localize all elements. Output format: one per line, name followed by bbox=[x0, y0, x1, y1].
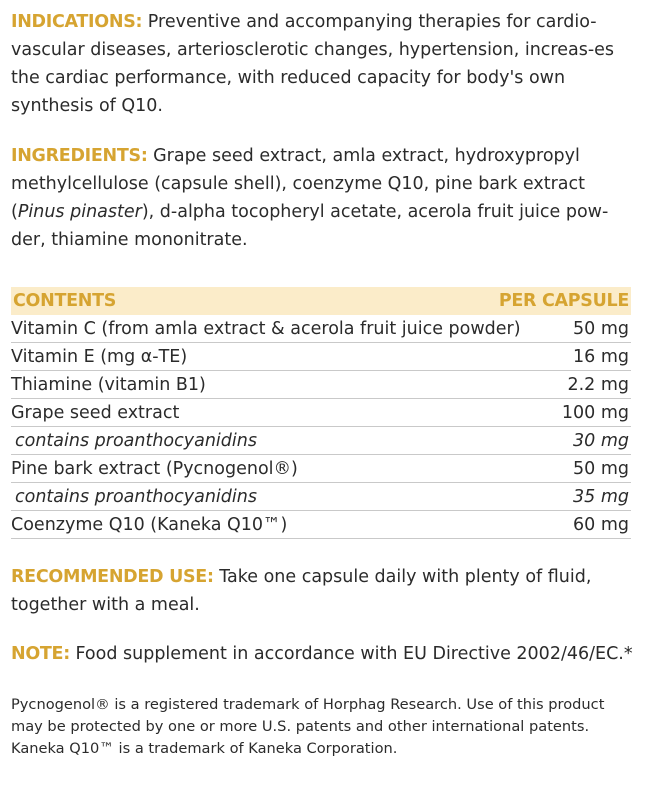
per-capsule-header: PER CAPSULE bbox=[498, 291, 629, 311]
table-row bbox=[11, 455, 631, 483]
indications-paragraph bbox=[11, 8, 637, 120]
supplement-info-page bbox=[11, 8, 637, 760]
table-row bbox=[11, 315, 631, 343]
contents-table bbox=[11, 287, 631, 539]
table-row bbox=[11, 399, 631, 427]
row-name: Vitamin E (mg α-TE) bbox=[11, 346, 188, 367]
note-text: Food supplement in accordance with EU Directive 2002/46/EC.* bbox=[69, 644, 633, 664]
ingredients-text-before: Grape seed extract, amla extract, hydroxypropyl methylcellulose (capsule shell), coenzyme Q10, pine bark extract ( bbox=[11, 146, 586, 222]
row-name: Thiamine (vitamin B1) bbox=[11, 374, 206, 395]
row-amount: 2.2 mg bbox=[567, 374, 629, 395]
row-name: Pine bark extract (Pycnogenol®) bbox=[11, 458, 298, 479]
ingredients-label: INGREDIENTS: bbox=[11, 146, 148, 166]
table-row bbox=[11, 483, 631, 511]
row-amount: 50 mg bbox=[573, 458, 629, 479]
note-label: NOTE: bbox=[11, 644, 70, 664]
trademark-footnote: Pycnogenol® is a registered trademark of Horphag Research. Use of this product may be protected by one or more U.S. patents and other international patents. Kaneka Q10™ is a trademark of Kaneka Corporation. bbox=[11, 696, 605, 757]
row-name: Coenzyme Q10 (Kaneka Q10™) bbox=[11, 514, 288, 535]
ingredients-latin-name: Pinus pinaster bbox=[17, 202, 142, 222]
row-name: Grape seed extract bbox=[11, 402, 180, 423]
recommended-use-paragraph bbox=[11, 563, 637, 619]
indications-label: INDICATIONS: bbox=[11, 12, 143, 32]
row-name: contains proanthocyanidins bbox=[15, 486, 257, 507]
table-row bbox=[11, 343, 631, 371]
table-row bbox=[11, 371, 631, 399]
row-amount: 100 mg bbox=[561, 402, 629, 423]
recommended-use-text: Take one capsule daily with plenty of fluid, together with a meal. bbox=[11, 567, 592, 615]
table-row bbox=[11, 511, 631, 539]
contents-table-body bbox=[11, 315, 631, 539]
row-amount: 50 mg bbox=[573, 318, 629, 339]
row-amount: 30 mg bbox=[573, 430, 629, 451]
ingredients-text-after: ), d-alpha tocopheryl acetate, acerola fruit juice pow-der, thiamine mononitrate. bbox=[11, 202, 609, 250]
table-row bbox=[11, 427, 631, 455]
row-amount: 60 mg bbox=[573, 514, 629, 535]
contents-table-header bbox=[11, 287, 631, 315]
recommended-use-label: RECOMMENDED USE: bbox=[11, 567, 214, 587]
note-paragraph bbox=[11, 640, 637, 668]
indications-text: Preventive and accompanying therapies for cardio-vascular diseases, arteriosclerotic changes, hypertension, increas-es the cardiac performance, with reduced capacity for body's own synthesis of Q10. bbox=[11, 12, 615, 116]
row-amount: 35 mg bbox=[573, 486, 629, 507]
contents-header: CONTENTS bbox=[13, 291, 117, 311]
row-amount: 16 mg bbox=[573, 346, 629, 367]
row-name: contains proanthocyanidins bbox=[15, 430, 257, 451]
ingredients-paragraph bbox=[11, 142, 637, 254]
row-name: Vitamin C (from amla extract & acerola fruit juice powder) bbox=[11, 318, 521, 339]
